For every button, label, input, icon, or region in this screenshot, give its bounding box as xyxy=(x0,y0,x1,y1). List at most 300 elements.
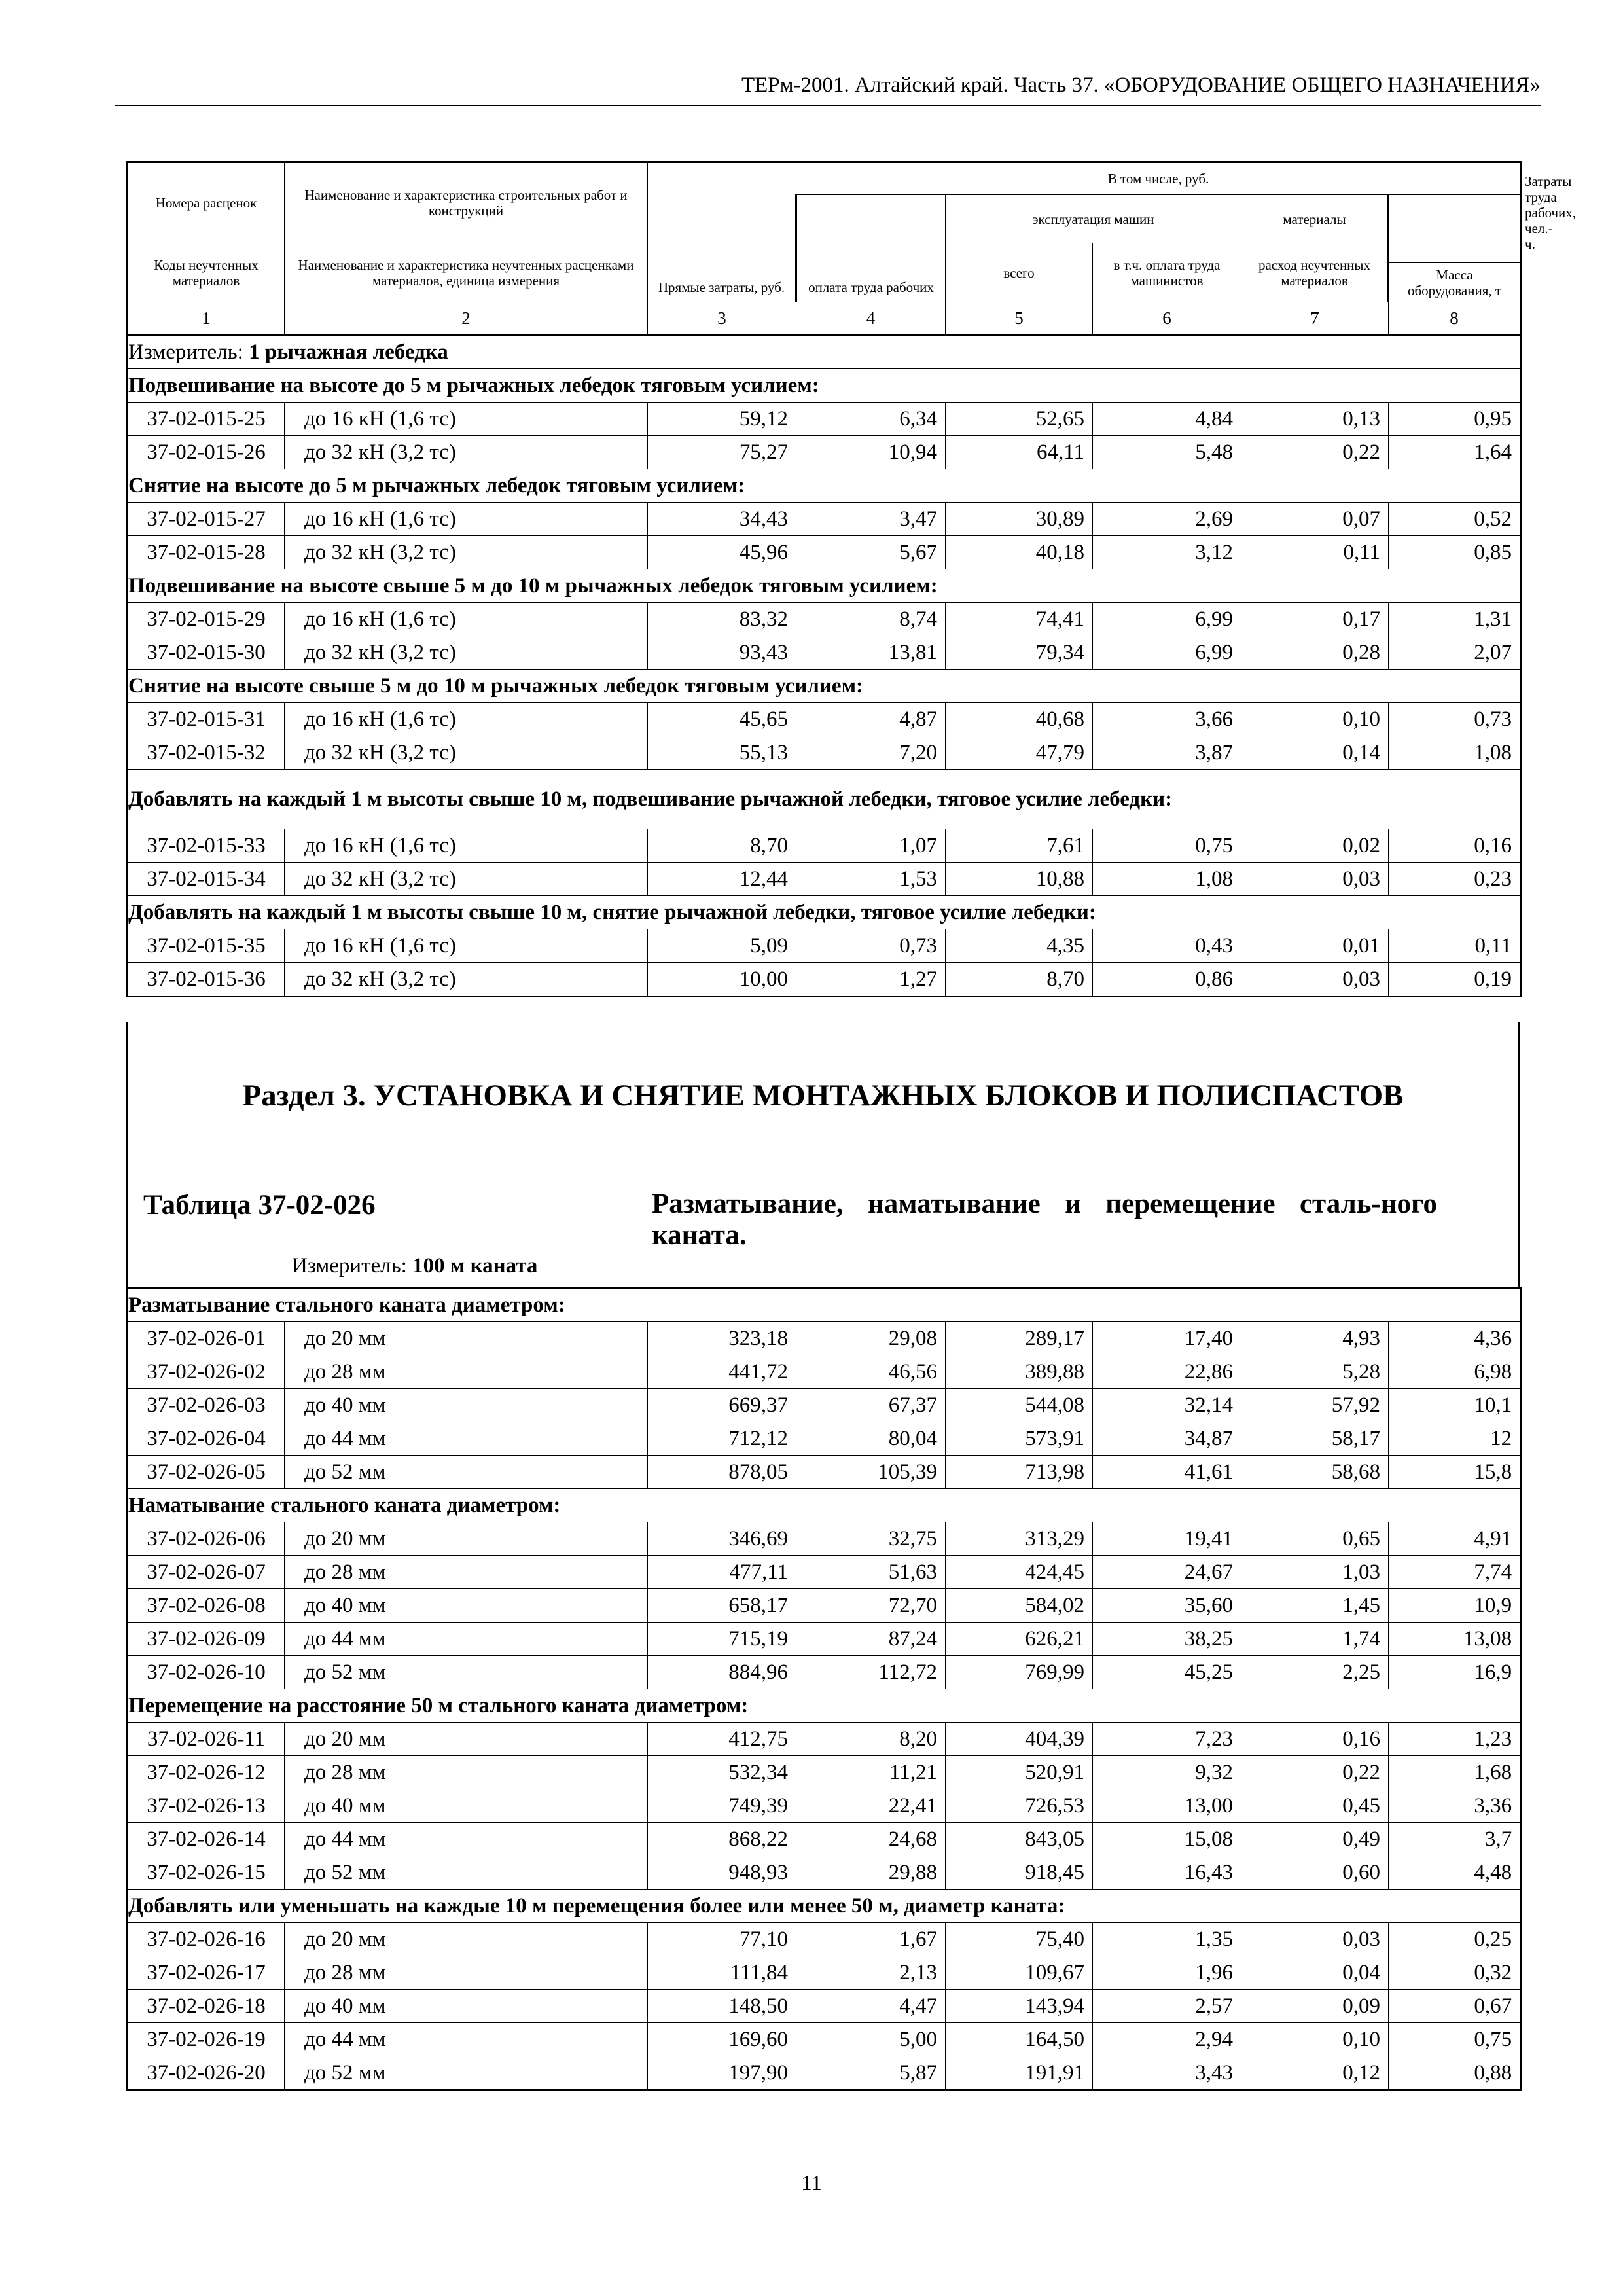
rate-value: 46,56 xyxy=(796,1355,946,1389)
rate-value: 346,69 xyxy=(648,1522,796,1556)
rate-name: до 52 мм xyxy=(285,2056,648,2090)
rate-value: 6,99 xyxy=(1093,636,1241,670)
rate-code: 37-02-015-25 xyxy=(128,403,285,436)
measure-value: 1 рычажная лебедка xyxy=(249,340,448,364)
rate-value: 19,41 xyxy=(1093,1522,1241,1556)
table-row xyxy=(128,1456,1521,1489)
rate-value: 4,36 xyxy=(1389,1322,1521,1355)
group-title: Наматывание стального каната диаметром: xyxy=(128,1489,1521,1522)
rate-code: 37-02-026-06 xyxy=(128,1522,285,1556)
rate-code: 37-02-026-05 xyxy=(128,1456,285,1489)
table-row xyxy=(128,736,1521,770)
group-title: Добавлять на каждый 1 м высоты свыше 10 м, снятие рычажной лебедки, тяговое усилие лебедки: xyxy=(128,896,1521,929)
rate-code: 37-02-015-33 xyxy=(128,829,285,863)
rate-value: 2,57 xyxy=(1093,1990,1241,2023)
table-row xyxy=(128,1589,1521,1623)
rate-code: 37-02-026-18 xyxy=(128,1990,285,2023)
group-title: Снятие на высоте до 5 м рычажных лебедок тяговым усилием: xyxy=(128,469,1521,503)
table-row xyxy=(128,603,1521,636)
rate-name: до 32 кН (3,2 тс) xyxy=(285,436,648,469)
rate-value: 0,22 xyxy=(1241,436,1389,469)
rate-name: до 28 мм xyxy=(285,1556,648,1589)
rate-value: 12 xyxy=(1389,1422,1521,1456)
rate-name: до 52 мм xyxy=(285,1456,648,1489)
rate-value: 3,7 xyxy=(1389,1823,1521,1856)
rate-code: 37-02-026-19 xyxy=(128,2023,285,2056)
rate-name: до 16 кН (1,6 тс) xyxy=(285,403,648,436)
rate-value: 0,13 xyxy=(1241,403,1389,436)
rate-value: 0,95 xyxy=(1389,403,1521,436)
rate-value: 0,67 xyxy=(1389,1990,1521,2023)
rate-name: до 28 мм xyxy=(285,1355,648,1389)
rate-value: 10,9 xyxy=(1389,1589,1521,1623)
rate-value: 0,09 xyxy=(1241,1990,1389,2023)
rate-value: 0,19 xyxy=(1389,963,1521,997)
rate-value: 83,32 xyxy=(648,603,796,636)
rate-name: до 40 мм xyxy=(285,1589,648,1623)
rate-value: 5,28 xyxy=(1241,1355,1389,1389)
rate-code: 37-02-026-07 xyxy=(128,1556,285,1589)
page-header: ТЕРм-2001. Алтайский край. Часть 37. «ОБОРУДОВАНИЕ ОБЩЕГО НАЗНАЧЕНИЯ» xyxy=(741,73,1541,97)
rate-name: до 20 мм xyxy=(285,1723,648,1756)
rate-name: до 16 кН (1,6 тс) xyxy=(285,829,648,863)
rate-value: 3,43 xyxy=(1093,2056,1241,2090)
rate-value: 313,29 xyxy=(946,1522,1093,1556)
rate-value: 75,27 xyxy=(648,436,796,469)
rate-value: 0,52 xyxy=(1389,503,1521,536)
rate-value: 59,12 xyxy=(648,403,796,436)
rate-value: 0,03 xyxy=(1241,863,1389,896)
rate-value: 29,08 xyxy=(796,1322,946,1355)
rate-value: 10,1 xyxy=(1389,1389,1521,1422)
rate-name: до 32 кН (3,2 тс) xyxy=(285,636,648,670)
rate-code: 37-02-026-16 xyxy=(128,1923,285,1956)
rate-value: 2,69 xyxy=(1093,503,1241,536)
rate-value: 4,87 xyxy=(796,703,946,736)
table-row xyxy=(128,1623,1521,1656)
rate-value: 3,87 xyxy=(1093,736,1241,770)
rate-value: 0,16 xyxy=(1389,829,1521,863)
rate-value: 57,92 xyxy=(1241,1389,1389,1422)
rate-value: 58,17 xyxy=(1241,1422,1389,1456)
rate-value: 2,25 xyxy=(1241,1656,1389,1689)
rate-value: 520,91 xyxy=(946,1756,1093,1789)
rate-value: 669,37 xyxy=(648,1389,796,1422)
rate-value: 0,28 xyxy=(1241,636,1389,670)
rate-value: 80,04 xyxy=(796,1422,946,1456)
rate-value: 0,03 xyxy=(1241,1923,1389,1956)
rate-value: 769,99 xyxy=(946,1656,1093,1689)
rate-value: 16,9 xyxy=(1389,1656,1521,1689)
rate-value: 0,16 xyxy=(1241,1723,1389,1756)
rate-name: до 52 мм xyxy=(285,1856,648,1890)
rate-value: 164,50 xyxy=(946,2023,1093,2056)
rate-code: 37-02-015-36 xyxy=(128,963,285,997)
rate-name: до 40 мм xyxy=(285,1990,648,2023)
rate-code: 37-02-015-28 xyxy=(128,536,285,569)
rate-value: 573,91 xyxy=(946,1422,1093,1456)
rate-name: до 32 кН (3,2 тс) xyxy=(285,963,648,997)
rate-value: 0,01 xyxy=(1241,929,1389,963)
rate-value: 41,61 xyxy=(1093,1456,1241,1489)
rate-value: 0,75 xyxy=(1389,2023,1521,2056)
rate-value: 1,07 xyxy=(796,829,946,863)
measure-row xyxy=(128,335,1521,369)
rate-value: 47,79 xyxy=(946,736,1093,770)
rate-code: 37-02-015-35 xyxy=(128,929,285,963)
rate-code: 37-02-026-04 xyxy=(128,1422,285,1456)
rate-value: 15,8 xyxy=(1389,1456,1521,1489)
rate-value: 40,18 xyxy=(946,536,1093,569)
rate-name: до 40 мм xyxy=(285,1389,648,1422)
rate-value: 32,14 xyxy=(1093,1389,1241,1422)
rate-value: 3,12 xyxy=(1093,536,1241,569)
rate-code: 37-02-026-12 xyxy=(128,1756,285,1789)
rate-code: 37-02-015-30 xyxy=(128,636,285,670)
table-row xyxy=(128,1422,1521,1456)
rate-value: 884,96 xyxy=(648,1656,796,1689)
table-row xyxy=(128,436,1521,469)
table-row xyxy=(128,503,1521,536)
header-materials: материалы xyxy=(1241,195,1389,243)
rate-code: 37-02-026-17 xyxy=(128,1956,285,1990)
rate-value: 1,08 xyxy=(1389,736,1521,770)
rate-code: 37-02-026-14 xyxy=(128,1823,285,1856)
table-row xyxy=(128,1789,1521,1823)
rate-value: 0,11 xyxy=(1389,929,1521,963)
rate-value: 8,70 xyxy=(946,963,1093,997)
rate-value: 24,68 xyxy=(796,1823,946,1856)
rate-code: 37-02-026-10 xyxy=(128,1656,285,1689)
header-codes: Номера расценок xyxy=(128,162,285,243)
rate-value: 0,75 xyxy=(1093,829,1241,863)
rate-value: 32,75 xyxy=(796,1522,946,1556)
header-rule xyxy=(115,105,1541,106)
rate-value: 424,45 xyxy=(946,1556,1093,1589)
rate-value: 749,39 xyxy=(648,1789,796,1823)
table-row xyxy=(128,2056,1521,2090)
rate-value: 5,87 xyxy=(796,2056,946,2090)
rate-value: 35,60 xyxy=(1093,1589,1241,1623)
rate-value: 0,85 xyxy=(1389,536,1521,569)
rate-value: 5,48 xyxy=(1093,436,1241,469)
section-title: Раздел 3. УСТАНОВКА И СНЯТИЕ МОНТАЖНЫХ БЛОКОВ И ПОЛИСПАСТОВ xyxy=(242,1079,1404,1113)
rates-table-cable xyxy=(126,1287,1522,2091)
rate-name: до 32 кН (3,2 тс) xyxy=(285,863,648,896)
rate-name: до 44 мм xyxy=(285,2023,648,2056)
rate-value: 11,21 xyxy=(796,1756,946,1789)
rate-value: 3,47 xyxy=(796,503,946,536)
rate-value: 323,18 xyxy=(648,1322,796,1355)
measure-value: 100 м каната xyxy=(412,1254,538,1278)
rate-value: 1,74 xyxy=(1241,1623,1389,1656)
rate-value: 1,45 xyxy=(1241,1589,1389,1623)
rate-value: 72,70 xyxy=(796,1589,946,1623)
rate-value: 13,00 xyxy=(1093,1789,1241,1823)
rate-name: до 32 кН (3,2 тс) xyxy=(285,536,648,569)
column-number: 8 xyxy=(1389,302,1521,335)
rate-code: 37-02-026-09 xyxy=(128,1623,285,1656)
column-number: 2 xyxy=(285,302,648,335)
rate-value: 2,13 xyxy=(796,1956,946,1990)
rate-name: до 44 мм xyxy=(285,1823,648,1856)
table-row xyxy=(128,929,1521,963)
rate-value: 7,74 xyxy=(1389,1556,1521,1589)
header-direct: Прямые затраты, руб. xyxy=(648,162,796,302)
rate-code: 37-02-026-15 xyxy=(128,1856,285,1890)
group-title: Подвешивание на высоте свыше 5 м до 10 м рычажных лебедок тяговым усилием: xyxy=(128,569,1521,603)
table-row xyxy=(128,636,1521,670)
rate-value: 948,93 xyxy=(648,1856,796,1890)
rate-code: 37-02-015-32 xyxy=(128,736,285,770)
rate-value: 0,88 xyxy=(1389,2056,1521,2090)
rate-value: 1,67 xyxy=(796,1923,946,1956)
rate-value: 0,65 xyxy=(1241,1522,1389,1556)
table-row xyxy=(128,1856,1521,1890)
rate-value: 58,68 xyxy=(1241,1456,1389,1489)
rate-value: 0,11 xyxy=(1241,536,1389,569)
rate-value: 45,25 xyxy=(1093,1656,1241,1689)
rate-value: 1,35 xyxy=(1093,1923,1241,1956)
section-block xyxy=(126,1022,1520,1287)
rate-value: 6,98 xyxy=(1389,1355,1521,1389)
rate-value: 52,65 xyxy=(946,403,1093,436)
rate-code: 37-02-026-01 xyxy=(128,1322,285,1355)
rate-value: 10,94 xyxy=(796,436,946,469)
rate-value: 7,20 xyxy=(796,736,946,770)
rate-value: 34,87 xyxy=(1093,1422,1241,1456)
rate-value: 1,96 xyxy=(1093,1956,1241,1990)
rate-code: 37-02-015-26 xyxy=(128,436,285,469)
column-number: 4 xyxy=(796,302,946,335)
rate-value: 111,84 xyxy=(648,1956,796,1990)
measure-row xyxy=(292,1253,537,1279)
header-material-use: расход неучтенных материалов xyxy=(1241,243,1389,302)
table-row xyxy=(128,863,1521,896)
rate-value: 38,25 xyxy=(1093,1623,1241,1656)
rate-value: 8,20 xyxy=(796,1723,946,1756)
page-number: 11 xyxy=(801,2172,822,2195)
rate-value: 1,64 xyxy=(1389,436,1521,469)
rates-table-winches xyxy=(126,334,1522,997)
rate-value: 0,73 xyxy=(796,929,946,963)
rate-name: до 28 мм xyxy=(285,1756,648,1789)
rate-name: до 20 мм xyxy=(285,1522,648,1556)
table-row xyxy=(128,403,1521,436)
rate-value: 532,34 xyxy=(648,1756,796,1789)
rate-value: 0,86 xyxy=(1093,963,1241,997)
rate-value: 0,14 xyxy=(1241,736,1389,770)
rate-value: 6,99 xyxy=(1093,603,1241,636)
group-title: Подвешивание на высоте до 5 м рычажных лебедок тяговым усилием: xyxy=(128,369,1521,403)
rate-value: 0,60 xyxy=(1241,1856,1389,1890)
table-row xyxy=(128,536,1521,569)
rate-value: 4,35 xyxy=(946,929,1093,963)
rate-value: 109,67 xyxy=(946,1956,1093,1990)
rate-value: 10,00 xyxy=(648,963,796,997)
rate-value: 0,43 xyxy=(1093,929,1241,963)
rate-value: 0,03 xyxy=(1241,963,1389,997)
rate-value: 626,21 xyxy=(946,1623,1093,1656)
rate-value: 412,75 xyxy=(648,1723,796,1756)
table-row xyxy=(128,1522,1521,1556)
table-row xyxy=(128,829,1521,863)
rate-name: до 40 мм xyxy=(285,1789,648,1823)
column-number: 1 xyxy=(128,302,285,335)
rate-value: 55,13 xyxy=(648,736,796,770)
rate-code: 37-02-015-29 xyxy=(128,603,285,636)
rate-value: 1,53 xyxy=(796,863,946,896)
rate-value: 658,17 xyxy=(648,1589,796,1623)
rate-value: 7,23 xyxy=(1093,1723,1241,1756)
rate-value: 87,24 xyxy=(796,1623,946,1656)
rate-value: 148,50 xyxy=(648,1990,796,2023)
rate-value: 5,00 xyxy=(796,2023,946,2056)
rate-value: 918,45 xyxy=(946,1856,1093,1890)
measure-label: Измеритель: xyxy=(128,340,243,364)
rate-value: 22,86 xyxy=(1093,1355,1241,1389)
rate-value: 0,10 xyxy=(1241,2023,1389,2056)
rate-value: 12,44 xyxy=(648,863,796,896)
table-row xyxy=(128,1656,1521,1689)
table-row xyxy=(128,1823,1521,1856)
rate-value: 0,02 xyxy=(1241,829,1389,863)
header-incl: В том числе, руб. xyxy=(796,162,1521,195)
group-title: Снятие на высоте свыше 5 м до 10 м рычажных лебедок тяговым усилием: xyxy=(128,670,1521,703)
rate-value: 17,40 xyxy=(1093,1322,1241,1355)
rate-value: 7,61 xyxy=(946,829,1093,863)
rate-value: 441,72 xyxy=(648,1355,796,1389)
rate-code: 37-02-026-13 xyxy=(128,1789,285,1823)
table-row xyxy=(128,1322,1521,1355)
rate-value: 2,07 xyxy=(1389,636,1521,670)
group-title: Перемещение на расстояние 50 м стального каната диаметром: xyxy=(128,1689,1521,1723)
header-machines: эксплуатация машин xyxy=(946,195,1241,243)
rate-value: 0,12 xyxy=(1241,2056,1389,2090)
column-number: 5 xyxy=(946,302,1093,335)
header-incl-machinist: в т.ч. оплата труда машинистов xyxy=(1093,243,1241,302)
rate-value: 22,41 xyxy=(796,1789,946,1823)
rate-value: 30,89 xyxy=(946,503,1093,536)
rate-value: 1,03 xyxy=(1241,1556,1389,1589)
rate-value: 79,34 xyxy=(946,636,1093,670)
rate-value: 0,25 xyxy=(1389,1923,1521,1956)
header-name2: Наименование и характеристика неучтенных расценками материалов, единица измерения xyxy=(285,243,648,302)
rate-value: 40,68 xyxy=(946,703,1093,736)
column-number: 7 xyxy=(1241,302,1389,335)
rate-value: 9,32 xyxy=(1093,1756,1241,1789)
rate-value: 0,22 xyxy=(1241,1756,1389,1789)
column-number: 6 xyxy=(1093,302,1241,335)
table-row xyxy=(128,703,1521,736)
rate-value: 1,31 xyxy=(1389,603,1521,636)
rate-value: 0,04 xyxy=(1241,1956,1389,1990)
rate-value: 16,43 xyxy=(1093,1856,1241,1890)
rate-value: 169,60 xyxy=(648,2023,796,2056)
rate-name: до 32 кН (3,2 тс) xyxy=(285,736,648,770)
rate-value: 715,19 xyxy=(648,1623,796,1656)
rate-value: 878,05 xyxy=(648,1456,796,1489)
rate-value: 712,12 xyxy=(648,1422,796,1456)
table-description: Разматывание, наматывание и перемещение сталь-ного каната. xyxy=(652,1189,1437,1251)
rate-value: 289,17 xyxy=(946,1322,1093,1355)
table-row xyxy=(128,1389,1521,1422)
column-number: 3 xyxy=(648,302,796,335)
rate-value: 13,81 xyxy=(796,636,946,670)
rate-value: 197,90 xyxy=(648,2056,796,2090)
rate-code: 37-02-015-27 xyxy=(128,503,285,536)
rate-code: 37-02-015-34 xyxy=(128,863,285,896)
rate-value: 404,39 xyxy=(946,1723,1093,1756)
rate-value: 105,39 xyxy=(796,1456,946,1489)
rate-value: 112,72 xyxy=(796,1656,946,1689)
rate-name: до 28 мм xyxy=(285,1956,648,1990)
rate-value: 77,10 xyxy=(648,1923,796,1956)
rate-value: 5,67 xyxy=(796,536,946,569)
table-row xyxy=(128,1723,1521,1756)
rate-value: 34,43 xyxy=(648,503,796,536)
rate-name: до 20 мм xyxy=(285,1322,648,1355)
rate-name: до 16 кН (1,6 тс) xyxy=(285,929,648,963)
rate-value: 4,47 xyxy=(796,1990,946,2023)
rate-name: до 44 мм xyxy=(285,1623,648,1656)
rate-code: 37-02-026-02 xyxy=(128,1355,285,1389)
rate-value: 843,05 xyxy=(946,1823,1093,1856)
rate-code: 37-02-026-03 xyxy=(128,1389,285,1422)
group-title: Добавлять на каждый 1 м высоты свыше 10 м, подвешивание рычажной лебедки, тяговое усилие лебедки: xyxy=(128,770,1521,829)
rate-value: 4,93 xyxy=(1241,1322,1389,1355)
rate-value: 4,48 xyxy=(1389,1856,1521,1890)
header-codes2: Коды неучтенных материалов xyxy=(128,243,285,302)
rate-value: 0,17 xyxy=(1241,603,1389,636)
rate-value: 3,66 xyxy=(1093,703,1241,736)
rate-value: 0,10 xyxy=(1241,703,1389,736)
table-row xyxy=(128,2023,1521,2056)
rate-code: 37-02-026-20 xyxy=(128,2056,285,2090)
rate-value: 2,94 xyxy=(1093,2023,1241,2056)
rate-value: 24,67 xyxy=(1093,1556,1241,1589)
rate-value: 74,41 xyxy=(946,603,1093,636)
rate-value: 1,23 xyxy=(1389,1723,1521,1756)
rate-value: 713,98 xyxy=(946,1456,1093,1489)
rate-value: 4,84 xyxy=(1093,403,1241,436)
header-name: Наименование и характеристика строительных работ и конструкций xyxy=(285,162,648,243)
table-row xyxy=(128,1990,1521,2023)
rate-value: 726,53 xyxy=(946,1789,1093,1823)
table-label: Таблица 37-02-026 xyxy=(143,1190,376,1221)
table-row xyxy=(128,1355,1521,1389)
rate-value: 0,23 xyxy=(1389,863,1521,896)
rate-value: 0,49 xyxy=(1241,1823,1389,1856)
rate-value: 75,40 xyxy=(946,1923,1093,1956)
rate-value: 8,74 xyxy=(796,603,946,636)
rate-value: 584,02 xyxy=(946,1589,1093,1623)
rate-value: 143,94 xyxy=(946,1990,1093,2023)
rate-value: 45,65 xyxy=(648,703,796,736)
rate-name: до 44 мм xyxy=(285,1422,648,1456)
rate-value: 0,73 xyxy=(1389,703,1521,736)
table-row xyxy=(128,1556,1521,1589)
rate-value: 29,88 xyxy=(796,1856,946,1890)
measure-label: Измеритель: xyxy=(292,1254,407,1278)
rate-value: 15,08 xyxy=(1093,1823,1241,1856)
rate-code: 37-02-026-11 xyxy=(128,1723,285,1756)
rate-value: 191,91 xyxy=(946,2056,1093,2090)
group-title: Добавлять или уменьшать на каждые 10 м перемещения более или менее 50 м, диаметр каната: xyxy=(128,1890,1521,1923)
rate-value: 1,08 xyxy=(1093,863,1241,896)
rate-name: до 16 кН (1,6 тс) xyxy=(285,703,648,736)
header-total: всего xyxy=(946,243,1093,302)
